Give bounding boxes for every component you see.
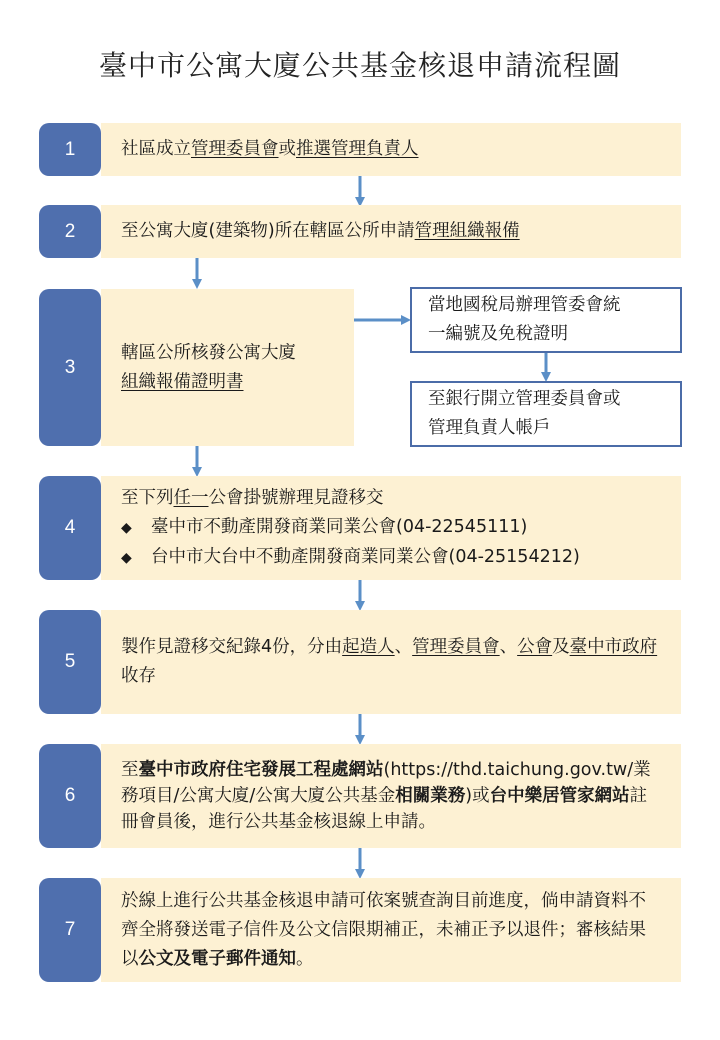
step-box-5 (101, 610, 681, 714)
step-box-6 (101, 744, 681, 848)
side-box-2-line-1: 至銀行開立管理委員會或 (428, 389, 621, 409)
step-1-text: 社區成立管理委員會或推選管理負責人 (121, 139, 419, 159)
page-title: 臺中市公寓大廈公共基金核退申請流程圖 (98, 49, 621, 82)
step-number-4: 4 (39, 476, 101, 580)
step-3-line-1: 轄區公所核發公寓大廈 (121, 342, 296, 363)
step-box-3 (101, 289, 354, 446)
step-2-text: 至公寓大廈(建築物)所在轄區公所申請管理組織報備 (121, 221, 520, 241)
side-box-bank-account (410, 381, 682, 447)
step-3-line-2: 組織報備證明書 (121, 371, 244, 392)
step-number-5: 5 (39, 610, 101, 714)
step-number-7: 7 (39, 878, 101, 982)
step-7-text: 於線上進行公共基金核退申請可依案號查詢目前進度，倘申請資料不齊全將發送電子信件及公文信限期補正，未補正予以退件；審核結果以公文及電子郵件通知。 (121, 890, 646, 969)
side-box-2-line-2: 管理負責人帳戶 (428, 418, 551, 438)
step-number-3: 3 (39, 289, 101, 446)
step-4-bullet-1: ◆ 臺中市不動產開發商業同業公會(04-22545111) (121, 513, 661, 543)
step-6-text: 至臺中市政府住宅發展工程處網站(https://thd.taichung.gov.tw/業務項目/公寓大廈/公寓大廈公共基金相關業務)或台中樂居管家網站註冊會員後，進行公共基金核退線上申請。 (121, 760, 651, 832)
side-box-tax-office (410, 287, 682, 353)
step-box-4 (101, 476, 681, 580)
step-box-1 (101, 123, 681, 176)
side-box-1-line-2: 一編號及免稅證明 (428, 324, 568, 344)
step-5-text: 製作見證移交紀錄4份，分由起造人、管理委員會、公會及臺中市政府收存 (121, 637, 658, 686)
step-4-heading: 至下列任一公會掛號辦理見證移交 (121, 487, 384, 508)
step-number-2: 2 (39, 205, 101, 258)
step-4-bullet-2: ◆ 台中市大台中不動產開發商業同業公會(04-25154212) (121, 543, 661, 573)
step-box-7 (101, 878, 681, 982)
step-number-6: 6 (39, 744, 101, 848)
step-box-2 (101, 205, 681, 258)
step-number-1: 1 (39, 123, 101, 176)
side-box-1-line-1: 當地國稅局辦理管委會統 (428, 295, 621, 315)
